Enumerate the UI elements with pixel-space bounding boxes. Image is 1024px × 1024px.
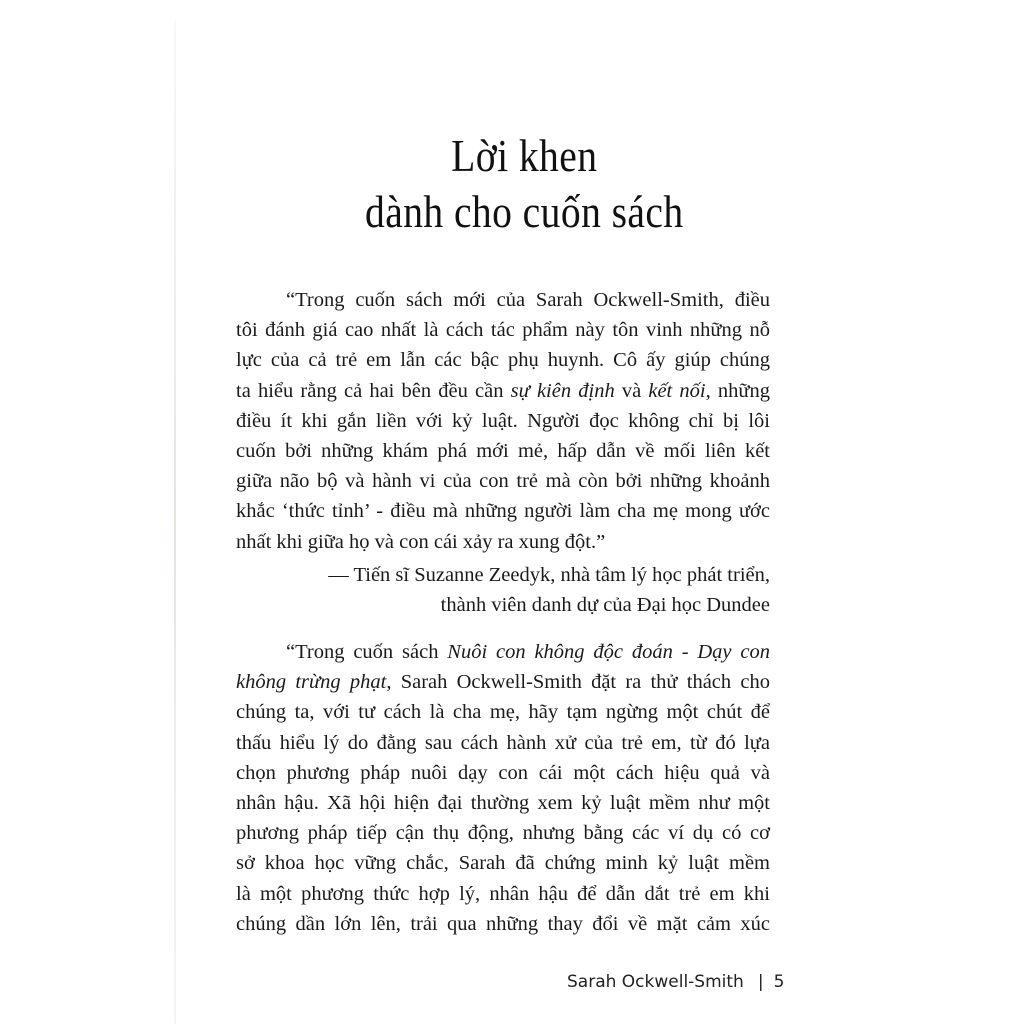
page-number: 5 <box>773 972 785 992</box>
running-footer <box>567 972 784 992</box>
footer-author: Sarah Ockwell-Smith <box>567 972 744 992</box>
quote-2 <box>236 637 770 939</box>
quote-2-line: nhân hậu. Xã hội hiện đại thường xem kỷ luật mềm như một <box>236 791 770 814</box>
quote-1-line: tôi đánh giá cao nhất là cách tác phẩm này tôn vinh những nỗ <box>236 319 770 342</box>
quote-1-attribution <box>236 560 770 620</box>
quote-2-line: chúng dần lớn lên, trải qua những thay đổi về mặt cảm xúc <box>236 912 770 935</box>
footer-separator: | <box>757 972 764 992</box>
quote-1-line: điều ít khi gắn liền với kỷ luật. Người đọc không chỉ bị lôi <box>236 409 770 432</box>
quote-2-line: sở khoa học vững chắc, Sarah đã chứng minh kỷ luật mềm <box>236 852 770 875</box>
quote-2-line: “Trong cuốn sách Nuôi con không độc đoán - Dạy con <box>286 641 770 663</box>
quote-1-line: khắc ‘thức tỉnh’ - điều mà những người làm cha mẹ mong ước <box>236 500 770 523</box>
quote-1 <box>236 285 770 557</box>
quote-1-line: lực của cả trẻ em lẫn các bậc phụ huynh. Cô ấy giúp chúng <box>236 349 770 372</box>
quote-1-line: giữa não bộ và hành vi của con trẻ mà còn bởi những khoảnh <box>236 470 770 493</box>
show-through-text <box>520 28 524 45</box>
quote-2-line: là một phương thức hợp lý, nhân hậu để dẫn dắt trẻ em khi <box>236 882 770 905</box>
quote-1-line: nhất khi giữa họ và con cái xảy ra xung đột.” <box>236 530 606 553</box>
quote-2-line: chọn phương pháp nuôi dạy con cái một cách hiệu quả và <box>236 761 770 784</box>
quote-2-line: thấu hiểu lý do đằng sau cách hành xử của trẻ em, từ đó lựa <box>236 731 770 754</box>
page-title <box>84 128 965 240</box>
attribution-line: thành viên danh dự của Đại học Dundee <box>440 594 770 617</box>
quote-2-line: phương pháp tiếp cận thụ động, nhưng bằng các ví dụ có cơ <box>236 822 770 845</box>
quote-1-line: ta hiểu rằng cả hai bên đều cần sự kiên định và kết nối, những <box>236 379 770 402</box>
attribution-line: — Tiến sĩ Suzanne Zeedyk, nhà tâm lý học phát triển, <box>328 564 770 586</box>
quote-1-line: cuốn bởi những khám phá mới mẻ, hấp dẫn về mối liên kết <box>236 439 770 462</box>
quote-1-line: “Trong cuốn sách mới của Sarah Ockwell-Smith, điều <box>286 289 770 311</box>
quote-2-line: không trừng phạt, Sarah Ockwell-Smith đặt ra thử thách cho <box>236 671 770 694</box>
title-line-2: dành cho cuốn sách <box>365 186 684 237</box>
title-line-1: Lời khen <box>451 130 598 181</box>
quote-2-line: chúng ta, với tư cách là cha mẹ, hãy tạm ngừng một chút để <box>236 701 770 724</box>
